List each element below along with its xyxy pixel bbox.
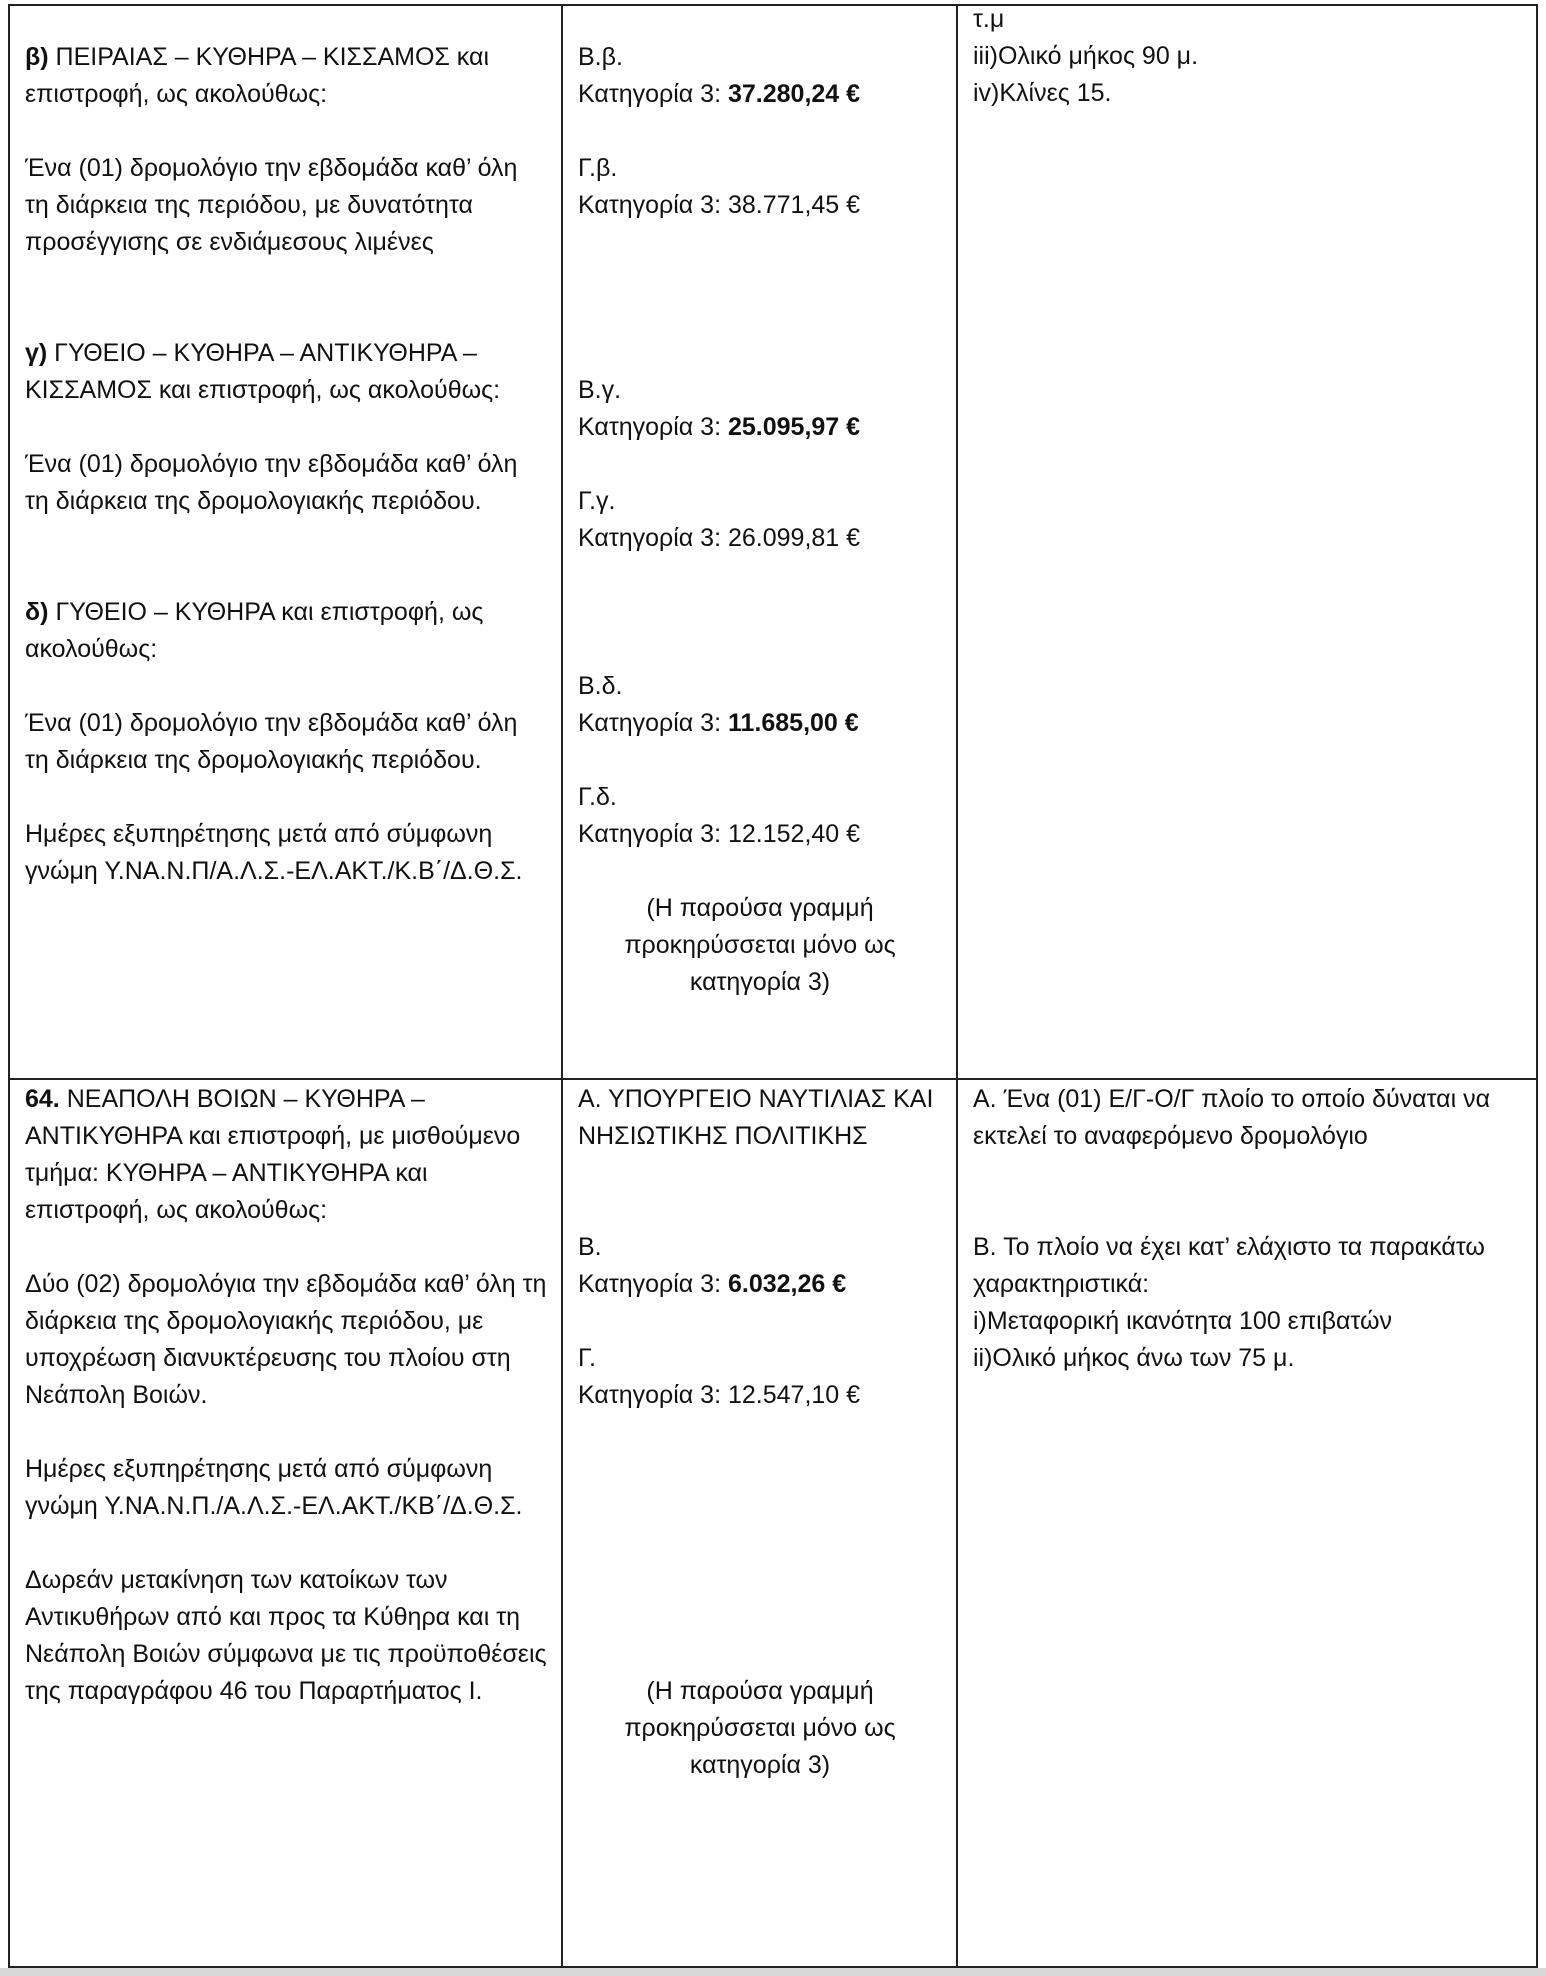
fare-code-gd: Γ.δ. [578, 783, 617, 811]
fare-prefix: Κατηγορία 3: [578, 1269, 728, 1298]
table-row [9, 1079, 1537, 1967]
category-note: (Η παρούσα γραμμή προκηρύσσεται μόνο ως κατηγορία 3) [624, 894, 896, 996]
route-c-heading [25, 335, 547, 409]
fare-line-bd [578, 705, 942, 742]
route-c-label: γ) [25, 339, 48, 367]
fare-prefix: Κατηγορία 3: [578, 80, 728, 108]
fare-prefix: Κατηγορία 3: [578, 413, 728, 441]
route-number: 64. [25, 1084, 60, 1113]
fare-code-gb: Γ.β. [578, 154, 618, 182]
route-title: ΝΕΑΠΟΛΗ ΒΟΙΩΝ – ΚΥΘΗΡΑ – ΑΝΤΙΚΥΘΗΡΑ και επιστροφή, με μισθούμενο τμήμα: ΚΥΘΗΡΑ – ΑΝΤΙΚΥΘΗΡΑ και επιστροφή, ως ακολούθως: [25, 1084, 521, 1224]
spec-length: ii)Ολικό μήκος άνω των 75 μ. [973, 1343, 1295, 1372]
fare-code-bb: Β.β. [578, 43, 623, 71]
fare-cell [562, 5, 957, 1079]
vessel-min-specs-intro: Β. Το πλοίο να έχει κατ’ ελάχιστο τα παρακάτω χαρακτηριστικά: [973, 1232, 1485, 1298]
route-b-label: β) [25, 43, 49, 71]
vessel-specs-cell [957, 5, 1537, 1079]
fare-amount: 6.032,26 € [727, 1269, 847, 1298]
fare-code-bd: Β.δ. [578, 672, 623, 700]
fare-code-gg: Γ.γ. [578, 487, 616, 515]
table-row [9, 5, 1537, 1079]
service-days-note: Ημέρες εξυπηρέτησης μετά από σύμφωνη γνώμη Υ.ΝΑ.Ν.Π./Α.Λ.Σ.-ΕΛ.ΑΚΤ./ΚΒ΄/Δ.Θ.Σ. [25, 1454, 523, 1520]
ministry-name: Α. ΥΠΟΥΡΓΕΙΟ ΝΑΥΤΙΛΙΑΣ ΚΑΙ ΝΗΣΙΩΤΙΚΗΣ ΠΟΛΙΤΙΚΗΣ [578, 1084, 934, 1150]
fare-line-gg: Κατηγορία 3: 26.099,81 € [578, 524, 861, 552]
route-b-title: ΠΕΙΡΑΙΑΣ – ΚΥΘΗΡΑ – ΚΙΣΣΑΜΟΣ και επιστροφή, ως ακολούθως: [25, 43, 490, 108]
fare-cell [562, 1079, 957, 1967]
route-c-description: Ένα (01) δρομολόγιο την εβδομάδα καθ’ όλη τη διάρκεια της δρομολογιακής περιόδου. [25, 450, 518, 515]
fare-amount: 25.095,97 € [727, 413, 861, 441]
spec-length: iii)Ολικό μήκος 90 μ. [973, 42, 1199, 70]
category-note: (Η παρούσα γραμμή προκηρύσσεται μόνο ως κατηγορία 3) [624, 1676, 896, 1779]
route-d-heading [25, 594, 547, 668]
route-description: Δύο (02) δρομολόγια την εβδομάδα καθ’ όλη τη διάρκεια της δρομολογιακής περιόδου, με υποχρέωση διανυκτέρευσης του πλοίου στη Νεάπολη Βοιών. [25, 1269, 547, 1409]
route-d-description: Ένα (01) δρομολόγιο την εβδομάδα καθ’ όλη τη διάρκεια της δρομολογιακής περιόδου. [25, 709, 518, 774]
spec-capacity: i)Μεταφορική ικανότητα 100 επιβατών [973, 1306, 1392, 1335]
fare-code-bg: Β.γ. [578, 376, 622, 404]
fare-amount: 37.280,24 € [727, 80, 861, 108]
route-d-label: δ) [25, 598, 49, 626]
spec-beds: iv)Κλίνες 15. [973, 79, 1112, 107]
vessel-specs-cell [957, 1079, 1537, 1967]
fare-code-b: Β. [578, 1232, 602, 1261]
route-b-description: Ένα (01) δρομολόγιο την εβδομάδα καθ’ όλη τη διάρκεια της περιόδου, με δυνατότητα προσέγγισης σε ενδιάμεσους λιμένες [25, 154, 518, 256]
fare-line-gd: Κατηγορία 3: 12.152,40 € [578, 820, 861, 848]
free-transport-note: Δωρεάν μετακίνηση των κατοίκων των Αντικυθήρων από και προς τα Κύθηρα και τη Νεάπολη Βοιών σύμφωνα με τις προϋποθέσεις της παραγράφου 46 του Παραρτήματος Ι. [25, 1565, 547, 1705]
fare-code-g: Γ. [578, 1343, 596, 1372]
fare-line-g: Κατηγορία 3: 12.547,10 € [578, 1380, 861, 1409]
route-description-cell [9, 5, 562, 1079]
fare-line-bg [578, 409, 942, 446]
fare-prefix: Κατηγορία 3: [578, 709, 728, 737]
routes-table [8, 4, 1538, 1968]
page-bottom-edge [0, 1968, 1546, 1976]
route-c-title: ΓΥΘΕΙΟ – ΚΥΘΗΡΑ – ΑΝΤΙΚΥΘΗΡΑ – ΚΙΣΣΑΜΟΣ και επιστροφή, ως ακολούθως: [25, 339, 501, 404]
spec-line: τ.μ [973, 5, 1005, 33]
service-days-note: Ημέρες εξυπηρέτησης μετά από σύμφωνη γνώμη Υ.ΝΑ.Ν.Π/Α.Λ.Σ.-ΕΛ.ΑΚΤ./Κ.Β΄/Δ.Θ.Σ. [25, 820, 523, 885]
vessel-requirement: Α. Ένα (01) Ε/Γ-Ο/Γ πλοίο το οποίο δύναται να εκτελεί το αναφερόμενο δρομολόγιο [973, 1084, 1491, 1150]
fare-amount: 11.685,00 € [727, 709, 859, 737]
fare-line-bb [578, 76, 942, 113]
route-64-heading [25, 1081, 547, 1229]
fare-line-b [578, 1266, 942, 1303]
route-b-heading [25, 39, 547, 113]
route-d-title: ΓΥΘΕΙΟ – ΚΥΘΗΡΑ και επιστροφή, ως ακολούθως: [25, 598, 484, 663]
fare-line-gb: Κατηγορία 3: 38.771,45 € [578, 191, 861, 219]
route-description-cell [9, 1079, 562, 1967]
